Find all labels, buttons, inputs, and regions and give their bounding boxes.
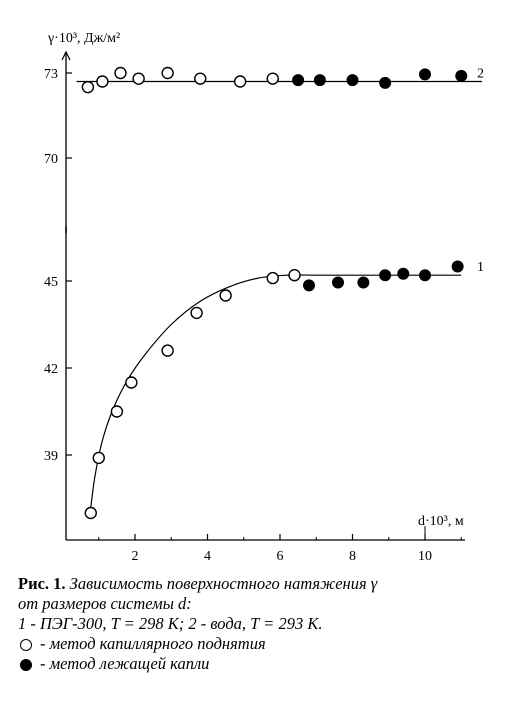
data-point-filled-series-2 [380,77,391,88]
data-point-filled-series-1 [333,277,344,288]
data-point-open-series-1 [162,345,173,356]
y-tick-label: 70 [44,152,58,167]
x-axis-label: d·10³, м [418,514,464,529]
legend-filled-label: - метод лежащей капли [40,654,210,673]
legend-open-row [18,634,523,654]
series-label-1: 1 [477,260,484,276]
caption-fig-label: Рис. 1. [18,574,66,593]
fit-curve-series-1 [91,275,461,507]
y-axis-label: γ·10³, Дж/м² [48,31,121,46]
data-point-filled-series-1 [398,268,409,279]
figure-caption [18,574,523,674]
x-tick-label: 8 [349,549,356,564]
data-point-open-series-2 [133,73,144,84]
fit-curves [77,67,484,508]
data-point-filled-series-2 [456,70,467,81]
data-point-filled-series-2 [420,69,431,80]
data-point-open-series-2 [267,73,278,84]
data-point-open-series-2 [195,73,206,84]
data-point-open-series-1 [289,270,300,281]
data-point-open-series-1 [85,508,96,519]
open-circle-icon [20,639,32,651]
axis-labels [47,31,464,529]
data-points [82,68,466,519]
data-point-open-series-2 [235,76,246,87]
axes [44,52,465,564]
filled-circle-icon [20,659,32,671]
y-tick-label: 39 [44,449,58,464]
data-point-filled-series-1 [358,277,369,288]
data-point-open-series-1 [111,406,122,417]
caption-title-text: Зависимость поверхностного натяжения γ [65,574,378,593]
series-label-2: 2 [477,66,484,82]
x-tick-label: 6 [276,549,284,564]
data-point-open-series-2 [97,76,108,87]
caption-title [18,574,523,594]
data-point-open-series-1 [126,377,137,388]
legend-open-label: - метод капиллярного поднятия [40,634,266,653]
data-point-open-series-1 [267,273,278,284]
y-tick-label: 42 [44,362,58,377]
data-point-filled-series-2 [314,75,325,86]
data-point-filled-series-1 [380,270,391,281]
caption-line-3: 1 - ПЭГ-300, T = 298 K; 2 - вода, T = 293 K. [18,614,323,633]
data-point-filled-series-2 [293,75,304,86]
data-point-filled-series-1 [420,270,431,281]
y-tick-label: 45 [44,275,58,290]
data-point-open-series-1 [93,452,104,463]
data-point-filled-series-1 [452,261,463,272]
caption-line-2: от размеров системы d: [18,594,192,613]
y-tick-label: 73 [44,67,58,82]
data-point-open-series-1 [191,307,202,318]
data-point-open-series-2 [82,82,93,93]
data-point-filled-series-1 [304,280,315,291]
data-point-open-series-2 [115,68,126,79]
data-point-filled-series-2 [347,75,358,86]
x-tick-label: 4 [204,549,211,564]
data-point-open-series-1 [220,290,231,301]
x-tick-label: 10 [418,549,432,564]
legend-filled-row [18,654,523,674]
data-point-open-series-2 [162,68,173,79]
x-tick-label: 2 [131,549,139,564]
